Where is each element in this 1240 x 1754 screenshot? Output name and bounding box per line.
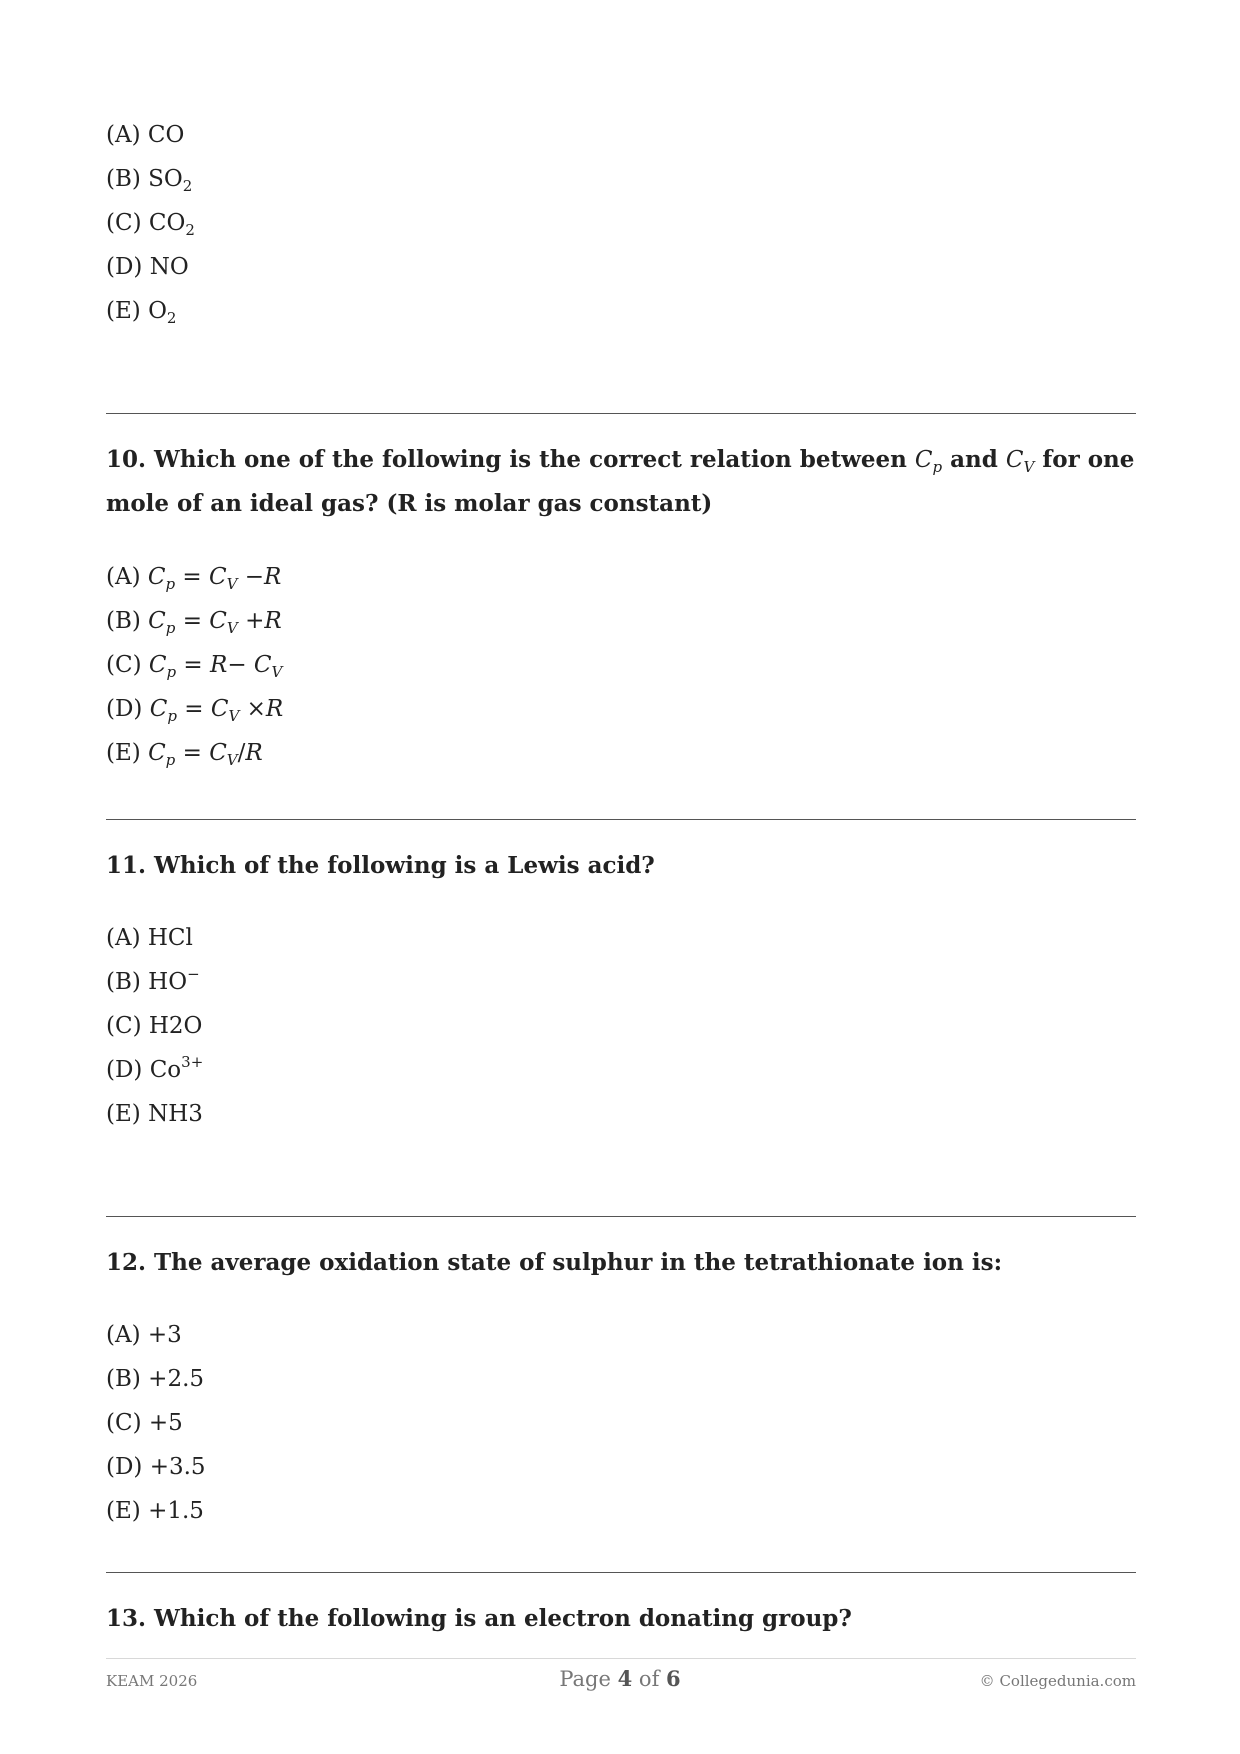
footer-exam-name: KEAM 2026 (106, 1672, 198, 1690)
question-13: 13. Which of the following is an electron donating group? (106, 1605, 852, 1632)
q12-option-c: (C) +5 (106, 1410, 183, 1436)
q9-option-a: (A) CO (106, 122, 185, 148)
q9-option-c: (C) $CO_2$ (106, 210, 195, 239)
q12-option-e: (E) +1.5 (106, 1498, 204, 1524)
q9-option-b: (B) $SO_2$ (106, 166, 193, 195)
q9-option-e: (E) $O_2$ (106, 298, 177, 327)
q11-option-b: (B) HO− (106, 965, 200, 995)
q11-option-a: (A) HCl (106, 925, 193, 951)
divider (106, 819, 1136, 820)
q10-option-a: (A) $C_p = C_V -R$ (106, 564, 282, 593)
divider (106, 413, 1136, 414)
divider (106, 1572, 1136, 1573)
divider (106, 1216, 1136, 1217)
q11-option-d: (D) $Co^{3+}$ (106, 1053, 204, 1083)
q12-option-b: (B) +2.5 (106, 1366, 205, 1392)
footer-divider (106, 1658, 1136, 1659)
q12-option-a: (A) +3 (106, 1322, 182, 1348)
q10-option-d: (D) $C_p = C_V \times R$ (106, 696, 284, 725)
q10-option-b: (B) $C_p = C_V +R$ (106, 608, 282, 637)
page-number: Page 4 of 6 (559, 1666, 681, 1691)
question-10: 10. Which one of the following is the correct relation between $C_p$ and $C_V$ for one mole of an ideal gas? (R is molar gas constant) (106, 446, 1135, 517)
question-11: 11. Which of the following is a Lewis acid? (106, 852, 655, 879)
question-12: 12. The average oxidation state of sulphur in the tetrathionate ion is: (106, 1249, 1003, 1276)
q12-option-d: (D) +3.5 (106, 1454, 206, 1480)
q10-option-e: (E) $C_p = C_V/R$ (106, 740, 263, 769)
q9-option-d: (D) NO (106, 254, 189, 280)
q11-option-c: (C) H2O (106, 1013, 203, 1039)
footer-copyright: © Collegedunia.com (979, 1672, 1136, 1690)
q11-option-e: (E) NH3 (106, 1101, 203, 1127)
q10-option-c: (C) $C_p = R- C_V$ (106, 652, 283, 681)
